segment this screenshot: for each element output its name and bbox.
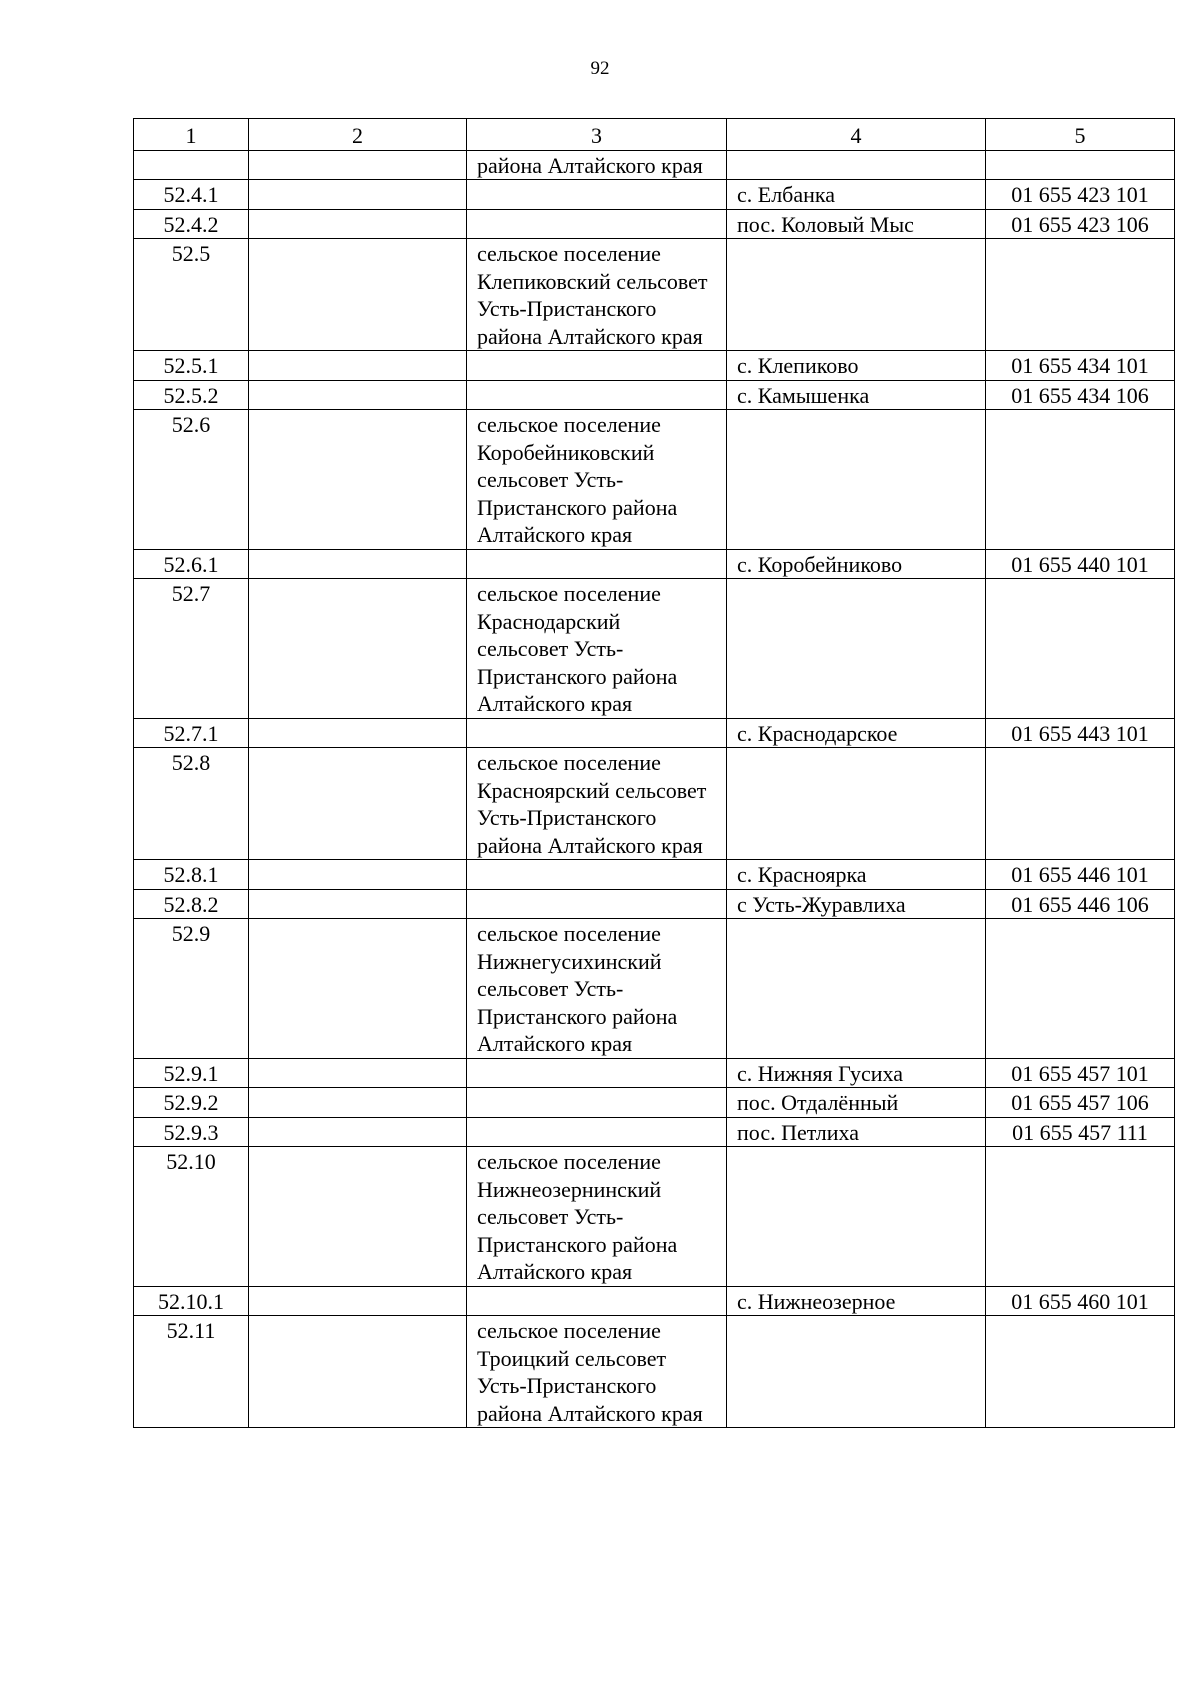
col2-cell xyxy=(249,180,467,210)
code-cell: 52.9.1 xyxy=(134,1058,249,1088)
table-row xyxy=(134,351,1175,381)
col2-cell xyxy=(249,1117,467,1147)
oktmo-cell xyxy=(986,748,1175,860)
municipality-cell: сельское поселение Краснодарский сельсовет Усть-Пристанского района Алтайского края xyxy=(467,579,727,719)
settlement-cell: с. Коробейниково xyxy=(727,549,986,579)
table-row xyxy=(134,919,1175,1059)
code-cell: 52.5.2 xyxy=(134,380,249,410)
oktmo-cell: 01 655 457 106 xyxy=(986,1088,1175,1118)
municipality-cell: сельское поселение Нижнегусихинский сельсовет Усть-Пристанского района Алтайского края xyxy=(467,919,727,1059)
code-cell: 52.6.1 xyxy=(134,549,249,579)
code-cell xyxy=(134,150,249,180)
municipality-cell xyxy=(467,180,727,210)
settlement-cell xyxy=(727,239,986,351)
oktmo-cell xyxy=(986,1316,1175,1428)
table-row xyxy=(134,239,1175,351)
settlement-cell: с. Нижнеозерное xyxy=(727,1286,986,1316)
settlement-cell: с. Краснодарское xyxy=(727,718,986,748)
settlement-cell xyxy=(727,579,986,719)
municipality-cell xyxy=(467,1117,727,1147)
municipality-cell xyxy=(467,860,727,890)
code-cell: 52.10.1 xyxy=(134,1286,249,1316)
municipality-cell: района Алтайского края xyxy=(467,150,727,180)
table-row xyxy=(134,1147,1175,1287)
table-row xyxy=(134,889,1175,919)
header-cell-5: 5 xyxy=(986,119,1175,151)
municipality-cell xyxy=(467,1286,727,1316)
code-cell: 52.7 xyxy=(134,579,249,719)
code-cell: 52.11 xyxy=(134,1316,249,1428)
oktmo-cell xyxy=(986,1147,1175,1287)
municipality-cell xyxy=(467,351,727,381)
code-cell: 52.9.2 xyxy=(134,1088,249,1118)
col2-cell xyxy=(249,579,467,719)
municipality-cell: сельское поселение Коробейниковский сельсовет Усть-Пристанского района Алтайского края xyxy=(467,410,727,550)
code-cell: 52.5.1 xyxy=(134,351,249,381)
col2-cell xyxy=(249,718,467,748)
table-row xyxy=(134,180,1175,210)
table-row xyxy=(134,1088,1175,1118)
settlements-table xyxy=(133,118,1175,1428)
col2-cell xyxy=(249,919,467,1059)
settlement-cell: с. Елбанка xyxy=(727,180,986,210)
settlement-cell xyxy=(727,748,986,860)
col2-cell xyxy=(249,860,467,890)
col2-cell xyxy=(249,239,467,351)
header-cell-4: 4 xyxy=(727,119,986,151)
col2-cell xyxy=(249,1058,467,1088)
col2-cell xyxy=(249,1286,467,1316)
oktmo-cell xyxy=(986,919,1175,1059)
table-row xyxy=(134,209,1175,239)
code-cell: 52.5 xyxy=(134,239,249,351)
table-row xyxy=(134,748,1175,860)
table-row xyxy=(134,549,1175,579)
municipality-cell xyxy=(467,1058,727,1088)
municipality-cell xyxy=(467,1088,727,1118)
header-cell-2: 2 xyxy=(249,119,467,151)
settlement-cell: пос. Отдалённый xyxy=(727,1088,986,1118)
table-row xyxy=(134,1286,1175,1316)
municipality-cell: сельское поселение Нижнеозернинский сельсовет Усть-Пристанского района Алтайского края xyxy=(467,1147,727,1287)
table-row xyxy=(134,1117,1175,1147)
code-cell: 52.6 xyxy=(134,410,249,550)
table-row xyxy=(134,579,1175,719)
municipality-cell: сельское поселение Троицкий сельсовет Усть-Пристанского района Алтайского края xyxy=(467,1316,727,1428)
municipality-cell: сельское поселение Красноярский сельсовет Усть-Пристанского района Алтайского края xyxy=(467,748,727,860)
code-cell: 52.4.1 xyxy=(134,180,249,210)
header-cell-1: 1 xyxy=(134,119,249,151)
table-header-row xyxy=(134,119,1175,151)
oktmo-cell: 01 655 460 101 xyxy=(986,1286,1175,1316)
col2-cell xyxy=(249,889,467,919)
oktmo-cell: 01 655 423 106 xyxy=(986,209,1175,239)
code-cell: 52.8.1 xyxy=(134,860,249,890)
settlement-cell: с. Красноярка xyxy=(727,860,986,890)
settlement-cell xyxy=(727,410,986,550)
settlement-cell xyxy=(727,1147,986,1287)
oktmo-cell: 01 655 457 111 xyxy=(986,1117,1175,1147)
settlement-cell xyxy=(727,1316,986,1428)
col2-cell xyxy=(249,410,467,550)
oktmo-cell: 01 655 446 101 xyxy=(986,860,1175,890)
settlement-cell: с. Клепиково xyxy=(727,351,986,381)
header-cell-3: 3 xyxy=(467,119,727,151)
table-row xyxy=(134,718,1175,748)
code-cell: 52.4.2 xyxy=(134,209,249,239)
col2-cell xyxy=(249,1147,467,1287)
code-cell: 52.8.2 xyxy=(134,889,249,919)
settlement-cell: с. Камышенка xyxy=(727,380,986,410)
col2-cell xyxy=(249,209,467,239)
municipality-cell: сельское поселение Клепиковский сельсовет Усть-Пристанского района Алтайского края xyxy=(467,239,727,351)
oktmo-cell: 01 655 434 106 xyxy=(986,380,1175,410)
table-row xyxy=(134,410,1175,550)
col2-cell xyxy=(249,748,467,860)
municipality-cell xyxy=(467,718,727,748)
table-row xyxy=(134,150,1175,180)
oktmo-cell: 01 655 446 106 xyxy=(986,889,1175,919)
table-row xyxy=(134,380,1175,410)
oktmo-cell xyxy=(986,150,1175,180)
col2-cell xyxy=(249,150,467,180)
municipality-cell xyxy=(467,549,727,579)
oktmo-cell: 01 655 434 101 xyxy=(986,351,1175,381)
settlement-cell xyxy=(727,150,986,180)
settlement-cell: с Усть-Журавлиха xyxy=(727,889,986,919)
oktmo-cell xyxy=(986,410,1175,550)
table-row xyxy=(134,1058,1175,1088)
code-cell: 52.9 xyxy=(134,919,249,1059)
col2-cell xyxy=(249,351,467,381)
col2-cell xyxy=(249,380,467,410)
oktmo-cell xyxy=(986,239,1175,351)
col2-cell xyxy=(249,1316,467,1428)
oktmo-cell: 01 655 443 101 xyxy=(986,718,1175,748)
oktmo-cell xyxy=(986,579,1175,719)
settlement-cell: пос. Коловый Мыс xyxy=(727,209,986,239)
municipality-cell xyxy=(467,209,727,239)
code-cell: 52.10 xyxy=(134,1147,249,1287)
col2-cell xyxy=(249,1088,467,1118)
table-body xyxy=(134,119,1175,1428)
oktmo-cell: 01 655 457 101 xyxy=(986,1058,1175,1088)
table-row xyxy=(134,1316,1175,1428)
oktmo-cell: 01 655 440 101 xyxy=(986,549,1175,579)
municipality-cell xyxy=(467,889,727,919)
page-number: 92 xyxy=(590,58,610,79)
code-cell: 52.7.1 xyxy=(134,718,249,748)
col2-cell xyxy=(249,549,467,579)
code-cell: 52.9.3 xyxy=(134,1117,249,1147)
code-cell: 52.8 xyxy=(134,748,249,860)
municipality-cell xyxy=(467,380,727,410)
oktmo-cell: 01 655 423 101 xyxy=(986,180,1175,210)
settlement-cell xyxy=(727,919,986,1059)
settlement-cell: пос. Петлиха xyxy=(727,1117,986,1147)
table-row xyxy=(134,860,1175,890)
settlement-cell: с. Нижняя Гусиха xyxy=(727,1058,986,1088)
